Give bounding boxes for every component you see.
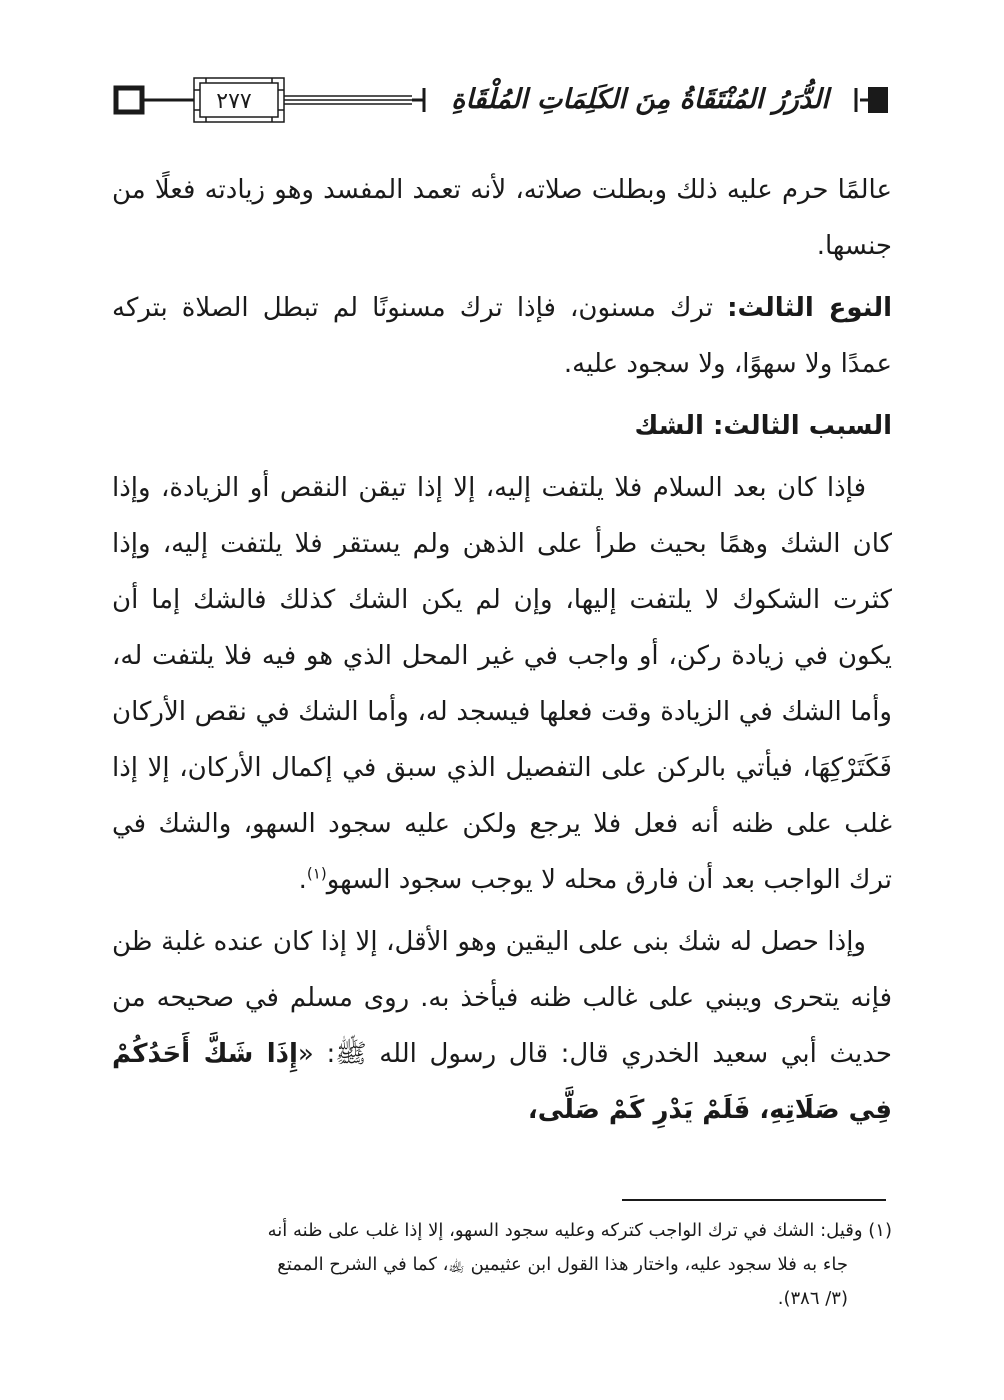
section-heading: السبب الثالث: الشك xyxy=(634,411,892,441)
term-label: النوع الثالث: xyxy=(727,293,892,323)
footnote-reference[interactable]: (١) xyxy=(306,864,327,883)
footnote xyxy=(112,1214,892,1316)
paragraph-certainty xyxy=(112,914,892,1138)
paragraph-text: وإذا حصل له شك بنى على اليقين وهو الأقل، إلا إذا كان عنده غلبة ظن فإنه يتحرى ويبني على غالب ظنه فيأخذ به. روى مسلم في صحيحه من حديث أبي سعيد الخدري قال: قال رسول الله ﷺ: « xyxy=(112,927,892,1069)
paragraph-text: فإذا كان بعد السلام فلا يلتفت إليه، إلا إذا تيقن النقص أو الزيادة، وإذا كان الشك وهمًا بحيث طرأ على الذهن ولم يستقر فلا يلتفت إليه، وإذا كثرت الشكوك لا يلتفت إليها، وإن لم يكن الشك كذلك فالشك إما أن يكون في زيادة ركن، أو واجب في غير المحل الذي هو فيه فلا يلتفت له، وأما الشك في الزيادة وقت فعلها فيسجد له، وأما الشك في نقص الأركان فَكَتَرْكِهَا، فيأتي بالركن على التفصيل الذي سبق في إكمال الأركان، إلا إذا غلب على ظنه أنه فعل فلا يرجع ولكن عليه سجود السهو، والشك في ترك الواجب بعد أن فارق محله لا يوجب سجود السهو xyxy=(112,473,892,895)
paragraph-end: . xyxy=(298,865,307,895)
page-body xyxy=(112,162,892,1138)
book-title: الدُّرَرُ المُنْتَقَاةُ مِنَ الكَلِمَاتِ المُلْقَاةِ xyxy=(451,84,829,115)
paragraph-text: ترك مسنون، فإذا ترك مسنونًا لم تبطل الصلاة بتركه عمدًا ولا سهوًا، ولا سجود عليه. xyxy=(112,293,892,379)
paragraph-doubt xyxy=(112,460,892,908)
paragraph-third-type xyxy=(112,280,892,392)
footnote-separator xyxy=(622,1199,886,1201)
hadith-quote: إِذَا شَكَّ أَحَدُكُمْ فِي صَلَاتِهِ، فَلَمْ يَدْرِ كَمْ صَلَّى، xyxy=(112,1039,892,1125)
footnote-line: (١) وقيل: الشك في ترك الواجب كتركه وعليه سجود السهو، إلا إذا غلب على ظنه أنه xyxy=(267,1220,892,1241)
footnote-line: (٣/ ٣٨٦). xyxy=(777,1288,848,1309)
page-number: ٢٧٧ xyxy=(216,89,252,114)
paragraph-continuation: عالمًا حرم عليه ذلك وبطلت صلاته، لأنه تعمد المفسد وهو زيادته فعلًا من جنسها. xyxy=(112,175,892,261)
footnote-line: جاء به فلا سجود عليه، واختار هذا القول ابن عثيمين ﵀، كما في الشرح الممتع xyxy=(277,1254,848,1275)
